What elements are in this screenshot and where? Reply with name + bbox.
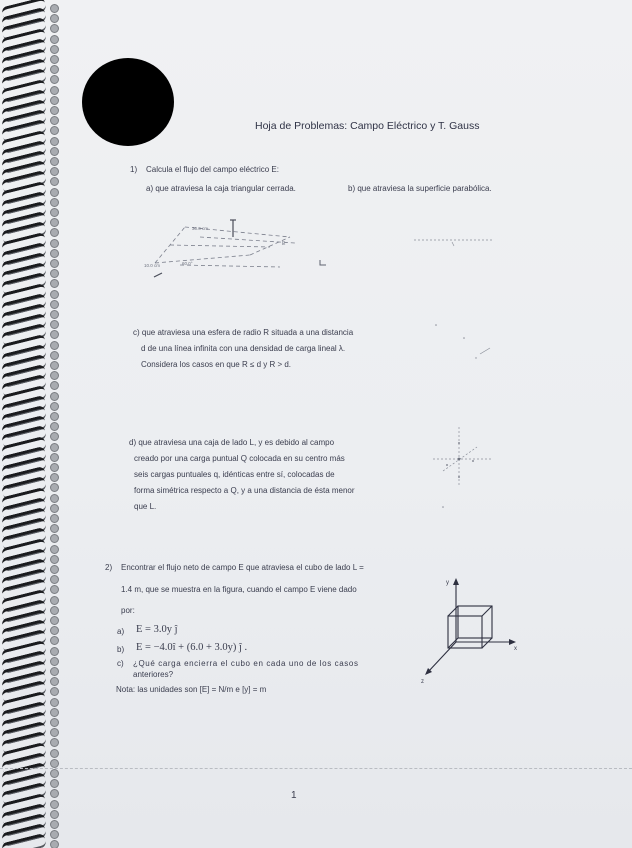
binding-hole: [50, 647, 59, 656]
binding-hole: [50, 534, 59, 543]
problem-1d-line-2: creado por una carga puntual Q colocada en su centro más: [134, 454, 345, 463]
binding-hole: [50, 687, 59, 696]
cube-axis-x-label: x: [514, 646, 517, 652]
binding-hole: [50, 779, 59, 788]
binding-hole: [50, 463, 59, 472]
binding-hole: [50, 840, 59, 848]
problem-2a-label: a): [117, 627, 125, 636]
problem-2b-label: b): [117, 645, 125, 654]
binding-hole: [50, 106, 59, 115]
problem-1-number: 1): [130, 165, 138, 174]
problem-1d-line-3: seis cargas puntuales q, idénticas entre sí, colocadas de: [134, 470, 335, 479]
binding-hole: [50, 86, 59, 95]
binding-hole: [50, 483, 59, 492]
binding-hole: [50, 800, 59, 809]
cube-figure: [408, 570, 528, 690]
problem-1a: a) que atraviesa la caja triangular cerrada.: [146, 184, 296, 193]
binding-hole: [50, 830, 59, 839]
problem-1d-line-5: que L.: [134, 502, 157, 511]
binding-hole: [50, 677, 59, 686]
binding-hole: [50, 24, 59, 33]
problem-1-statement: Calcula el flujo del campo eléctrico E:: [146, 165, 279, 174]
binding-hole: [50, 789, 59, 798]
fig-a-label-angle: 60.0°: [182, 261, 193, 266]
binding-hole: [50, 228, 59, 237]
page-number: 1: [291, 790, 297, 801]
binding-hole: [50, 218, 59, 227]
redaction-circle: [82, 58, 174, 146]
binding-hole: [50, 616, 59, 625]
binding-hole: [50, 606, 59, 615]
problem-2c-label: c): [117, 659, 124, 668]
binding-hole: [50, 504, 59, 513]
problem-1d-line-1: d) que atraviesa una caja de lado L, y es debido al campo: [129, 438, 335, 447]
binding-hole: [50, 667, 59, 676]
binding-hole: [50, 4, 59, 13]
binding-hole: [50, 545, 59, 554]
binding-hole: [50, 565, 59, 574]
problem-2b-equation: E = −4.0î + (6.0 + 3.0y) ĵ .: [136, 642, 248, 653]
fig-a-label-top: 30.0 cm: [192, 226, 209, 231]
binding-hole: [50, 157, 59, 166]
binding-hole: [50, 422, 59, 431]
binding-hole: [50, 412, 59, 421]
page-title: Hoja de Problemas: Campo Eléctrico y T. Gauss: [255, 120, 480, 132]
binding-hole: [50, 657, 59, 666]
binding-hole: [50, 585, 59, 594]
problem-2-line-2: 1.4 m, que se muestra en la figura, cuando el campo E viene dado: [121, 585, 357, 594]
binding-hole: [50, 494, 59, 503]
problem-1d-line-4: forma simétrica respecto a Q, y a una distancia de ésta menor: [134, 486, 355, 495]
binding-hole: [50, 300, 59, 309]
binding-hole: [50, 769, 59, 778]
binding-hole: [50, 371, 59, 380]
fig-a-label-field: E: [282, 241, 286, 247]
binding-hole: [50, 126, 59, 135]
binding-hole: [50, 749, 59, 758]
problem-2-line-1: Encontrar el flujo neto de campo E que atraviesa el cubo de lado L =: [121, 563, 364, 572]
spiral-binding: [0, 0, 60, 848]
binding-hole: [50, 738, 59, 747]
binding-hole: [50, 810, 59, 819]
binding-hole: [50, 759, 59, 768]
binding-hole: [50, 555, 59, 564]
binding-hole: [50, 381, 59, 390]
binding-hole: [50, 341, 59, 350]
problem-1c-line-3: Considera los casos en que R ≤ d y R > d.: [141, 360, 292, 369]
problem-2-number: 2): [105, 563, 113, 572]
binding-hole: [50, 188, 59, 197]
problem-2c-line-1: ¿Qué carga encierra el cubo en cada uno de los casos: [133, 659, 359, 668]
binding-hole: [50, 290, 59, 299]
binding-hole: [50, 351, 59, 360]
binding-hole: [50, 35, 59, 44]
binding-hole: [50, 820, 59, 829]
binding-hole: [50, 167, 59, 176]
problem-1c-line-2: d de una línea infinita con una densidad de carga lineal λ.: [141, 344, 346, 353]
binding-hole: [50, 14, 59, 23]
page-divider: [0, 768, 632, 769]
sphere-line-figure: [430, 320, 500, 370]
binding-hole: [50, 392, 59, 401]
binding-hole: [50, 239, 59, 248]
binding-hole: [50, 208, 59, 217]
binding-hole: [50, 575, 59, 584]
binding-hole: [50, 75, 59, 84]
binding-hole: [50, 137, 59, 146]
binding-hole: [50, 361, 59, 370]
charges-box-figure: [425, 425, 495, 515]
binding-hole: [50, 55, 59, 64]
binding-hole: [50, 147, 59, 156]
triangular-box-figure: [140, 215, 310, 285]
binding-hole: [50, 453, 59, 462]
binding-hole: [50, 698, 59, 707]
problem-2-line-3: por:: [121, 606, 135, 615]
binding-hole: [50, 718, 59, 727]
small-mark-figure: [318, 258, 330, 268]
binding-hole: [50, 310, 59, 319]
binding-hole: [50, 259, 59, 268]
problem-2a-equation: E = 3.0y ĵ: [136, 624, 178, 635]
binding-hole: [50, 708, 59, 717]
binding-hole: [50, 45, 59, 54]
cube-axis-y-label: y: [446, 580, 449, 586]
binding-hole: [50, 279, 59, 288]
problem-2c-line-2: anteriores?: [133, 670, 174, 679]
problem-1b: b) que atraviesa la superficie parabólica.: [348, 184, 492, 193]
binding-hole: [50, 198, 59, 207]
binding-hole: [50, 116, 59, 125]
binding-hole: [50, 443, 59, 452]
binding-hole: [50, 402, 59, 411]
problem-2-note: Nota: las unidades son [E] = N/m e [y] = m: [116, 685, 267, 694]
fig-a-label-left: 10.0 cm: [144, 263, 161, 268]
binding-hole: [50, 514, 59, 523]
cube-axis-z-label: z: [421, 679, 424, 685]
binding-hole: [50, 65, 59, 74]
binding-hole: [50, 249, 59, 258]
binding-hole: [50, 636, 59, 645]
binding-hole: [50, 96, 59, 105]
binding-hole: [50, 330, 59, 339]
binding-hole: [50, 626, 59, 635]
binding-hole: [50, 524, 59, 533]
binding-hole: [50, 728, 59, 737]
parabolic-surface-figure: [410, 230, 500, 260]
problem-1c-line-1: c) que atraviesa una esfera de radio R situada a una distancia: [133, 328, 354, 337]
binding-hole: [50, 596, 59, 605]
binding-hole: [50, 473, 59, 482]
binding-hole: [50, 432, 59, 441]
binding-hole: [50, 177, 59, 186]
binding-hole: [50, 320, 59, 329]
binding-hole: [50, 269, 59, 278]
